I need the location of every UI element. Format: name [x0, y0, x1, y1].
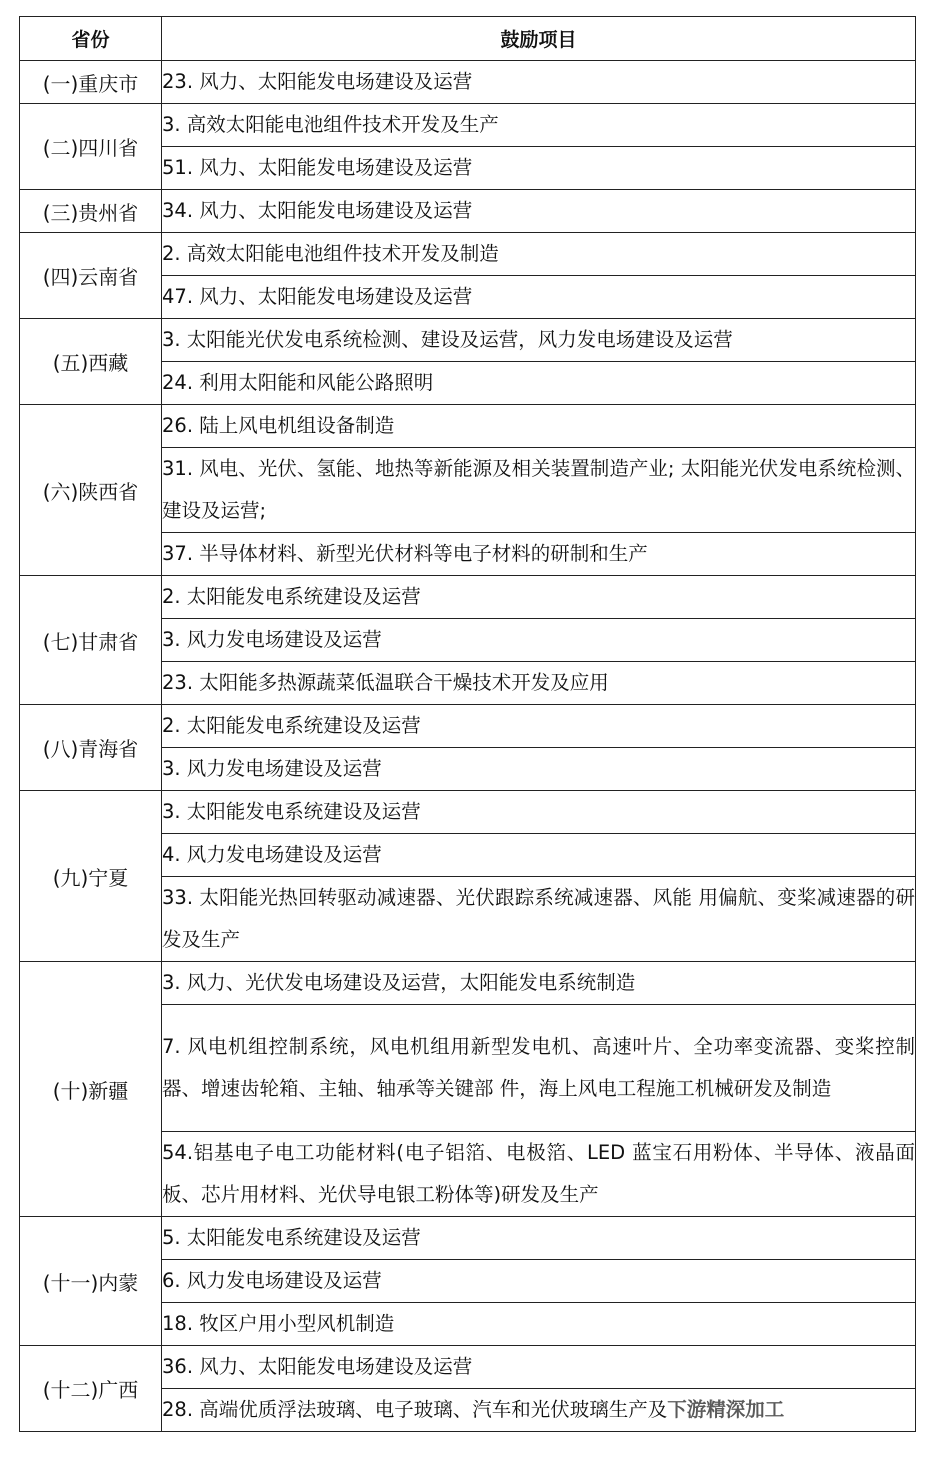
table-row [20, 1217, 916, 1260]
item-cell: 31. 风电、光伏、氢能、地热等新能源及相关装置制造产业; 太阳能光伏发电系统检测、建设及运营; [162, 448, 916, 533]
item-cell: 3. 太阳能发电系统建设及运营 [162, 791, 916, 834]
province-cell: (三)贵州省 [20, 190, 162, 233]
table-header-row [20, 17, 916, 61]
province-cell: (六)陕西省 [20, 405, 162, 576]
item-cell [162, 1389, 916, 1432]
item-cell: 3. 风力发电场建设及运营 [162, 619, 916, 662]
item-cell: 18. 牧区户用小型风机制造 [162, 1303, 916, 1346]
item-cell: 33. 太阳能光热回转驱动减速器、光伏跟踪系统减速器、风能 用偏航、变桨减速器的研发及生产 [162, 877, 916, 962]
header-items: 鼓励项目 [162, 17, 916, 61]
document-page [19, 16, 915, 1432]
item-cell: 37. 半导体材料、新型光伏材料等电子材料的研制和生产 [162, 533, 916, 576]
item-cell: 2. 太阳能发电系统建设及运营 [162, 576, 916, 619]
table-row [20, 104, 916, 147]
item-cell: 7. 风电机组控制系统，风电机组用新型发电机、高速叶片、全功率变流器、变桨控制器、增速齿轮箱、主轴、轴承等关键部 件，海上风电工程施工机械研发及制造 [162, 1005, 916, 1132]
item-cell: 54.铝基电子电工功能材料(电子铝箔、电极箔、LED 蓝宝石用粉体、半导体、液晶面 板、芯片用材料、光伏导电银工粉体等)研发及生产 [162, 1132, 916, 1217]
item-cell: 23. 太阳能多热源蔬菜低温联合干燥技术开发及应用 [162, 662, 916, 705]
table-row [20, 190, 916, 233]
table-row [20, 705, 916, 748]
item-cell: 36. 风力、太阳能发电场建设及运营 [162, 1346, 916, 1389]
province-cell: (一)重庆市 [20, 61, 162, 104]
item-cell: 3. 高效太阳能电池组件技术开发及生产 [162, 104, 916, 147]
watermark-text: 下游精深加工 [667, 1398, 785, 1421]
item-cell: 3. 风力发电场建设及运营 [162, 748, 916, 791]
table-row [20, 61, 916, 104]
table-row [20, 1346, 916, 1389]
province-cell: (二)四川省 [20, 104, 162, 190]
province-cell: (九)宁夏 [20, 791, 162, 962]
header-province: 省份 [20, 17, 162, 61]
item-cell: 2. 高效太阳能电池组件技术开发及制造 [162, 233, 916, 276]
item-cell: 47. 风力、太阳能发电场建设及运营 [162, 276, 916, 319]
province-cell: (八)青海省 [20, 705, 162, 791]
item-cell: 26. 陆上风电机组设备制造 [162, 405, 916, 448]
table-row [20, 405, 916, 448]
item-cell: 3. 太阳能光伏发电系统检测、建设及运营，风力发电场建设及运营 [162, 319, 916, 362]
province-cell: (七)甘肃省 [20, 576, 162, 705]
item-cell: 23. 风力、太阳能发电场建设及运营 [162, 61, 916, 104]
table-row [20, 576, 916, 619]
item-cell: 51. 风力、太阳能发电场建设及运营 [162, 147, 916, 190]
table-row [20, 233, 916, 276]
item-cell: 4. 风力发电场建设及运营 [162, 834, 916, 877]
province-cell: (四)云南省 [20, 233, 162, 319]
table-row [20, 791, 916, 834]
item-cell: 24. 利用太阳能和风能公路照明 [162, 362, 916, 405]
item-cell: 34. 风力、太阳能发电场建设及运营 [162, 190, 916, 233]
item-cell: 5. 太阳能发电系统建设及运营 [162, 1217, 916, 1260]
province-cell: (五)西藏 [20, 319, 162, 405]
item-cell: 6. 风力发电场建设及运营 [162, 1260, 916, 1303]
encouraged-projects-table [19, 16, 916, 1432]
province-cell: (十一)内蒙 [20, 1217, 162, 1346]
province-cell: (十二)广西 [20, 1346, 162, 1432]
item-text: 28. 高端优质浮法玻璃、电子玻璃、汽车和光伏玻璃生产及 [162, 1398, 668, 1421]
table-row [20, 962, 916, 1005]
table-row [20, 319, 916, 362]
item-cell: 2. 太阳能发电系统建设及运营 [162, 705, 916, 748]
item-cell: 3. 风力、光伏发电场建设及运营，太阳能发电系统制造 [162, 962, 916, 1005]
province-cell: (十)新疆 [20, 962, 162, 1217]
